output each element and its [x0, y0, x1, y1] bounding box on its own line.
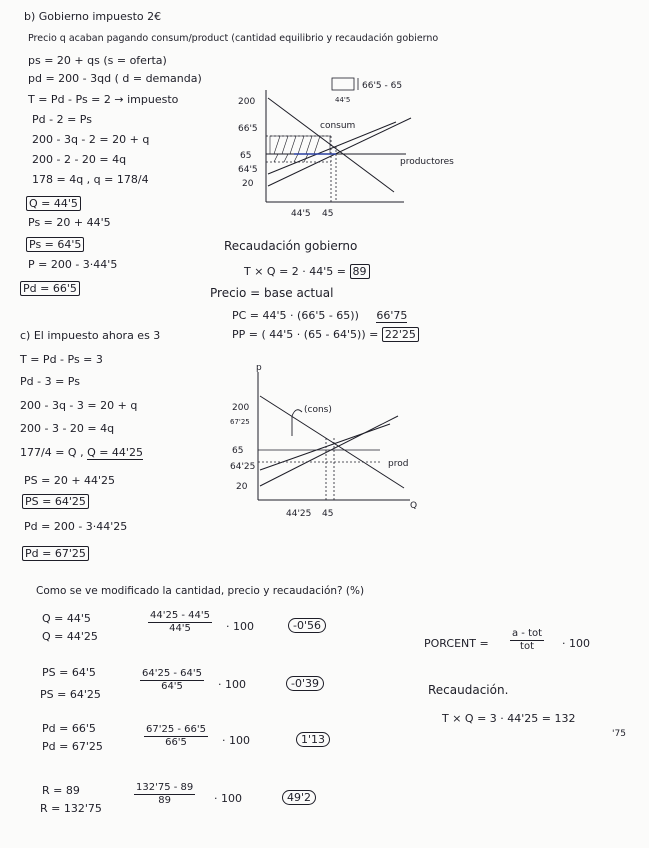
section-b-heading: b) Gobierno impuesto 2€	[24, 10, 162, 23]
d-ps1: PS = 64'5	[42, 666, 96, 679]
g1-y-66-5: 66'5	[238, 124, 258, 134]
g2-x-44-25: 44'25	[286, 509, 312, 519]
g2-x-45: 45	[322, 509, 334, 519]
demand-line-2	[260, 396, 404, 488]
g2-consum: (cons)	[304, 405, 332, 415]
d-ps-result: -0'39	[286, 676, 324, 691]
b-step-4: 178 = 4q , q = 178/4	[32, 173, 149, 186]
g2-y-67-25: 67'25	[230, 418, 250, 426]
supply-line-2	[260, 416, 398, 486]
d-r-fraction-num: 132'75 - 89	[136, 782, 194, 793]
g2-y-65: 65	[232, 446, 244, 456]
d-r-result: 49'2	[282, 790, 316, 805]
d-rec-label: Recaudación.	[428, 683, 509, 697]
rec-line-1-result: 89	[350, 264, 370, 279]
porcent-label: PORCENT =	[424, 637, 489, 650]
section-c-heading: c) El impuesto ahora es 3	[20, 329, 161, 342]
g2-y-20: 20	[236, 482, 248, 492]
d-q-fraction-num: 44'25 - 44'5	[150, 610, 210, 621]
d-q-fraction-den: 44'5	[169, 623, 191, 634]
supply-equation: ps = 20 + qs (s = oferta)	[28, 54, 167, 67]
c-step-1: T = Pd - Ps = 3	[20, 353, 103, 366]
b-step-3: 200 - 2 - 20 = 4q	[32, 153, 127, 166]
g1-product: productores	[400, 157, 454, 167]
g1-y-200: 200	[238, 97, 256, 107]
d-rec-equation: T × Q = 3 · 44'25 = 132	[442, 712, 576, 725]
rec-line-3-result: 66'75	[376, 309, 408, 322]
c-quantity-result: Q = 44'25	[87, 446, 143, 459]
b-step-1: Pd - 2 = Ps	[32, 113, 92, 126]
g1-box-sub: 44'5	[335, 96, 351, 104]
d-r-fraction	[134, 782, 195, 807]
g1-y-64-5: 64'5	[238, 165, 258, 175]
c-supply-price-result: PS = 64'25	[22, 494, 89, 509]
b-demand-price-step: P = 200 - 3·44'5	[28, 258, 118, 271]
d-r-mult: · 100	[214, 792, 242, 805]
d-ps-fraction-den: 64'5	[161, 681, 183, 692]
b-quantity-result: Q = 44'5	[26, 196, 81, 211]
porcent-fraction-den: tot	[520, 641, 535, 652]
rec-line-3-text: PC = 44'5 · (66'5 - 65))	[232, 309, 359, 322]
g1-box-label: 66'5 - 65	[362, 81, 403, 91]
d-pd-fraction-den: 66'5	[165, 737, 187, 748]
c-supply-price-step: PS = 20 + 44'25	[24, 474, 116, 487]
d-q-mult: · 100	[226, 620, 254, 633]
rec-title: Recaudación gobierno	[224, 239, 358, 253]
d-q-fraction	[148, 610, 212, 635]
g2-y-64-25: 64'25	[230, 462, 256, 472]
d-r1: R = 89	[42, 784, 80, 797]
g2-product: prod	[388, 459, 409, 469]
c-step-3: 200 - 3q - 3 = 20 + q	[20, 399, 138, 412]
d-pd-mult: · 100	[222, 734, 250, 747]
d-pd-fraction-num: 67'25 - 66'5	[146, 724, 206, 735]
c-step-2: Pd - 3 = Ps	[20, 375, 80, 388]
g2-x-axis: Q	[410, 501, 418, 511]
d-q-result: -0'56	[288, 618, 326, 633]
d-pd-result: 1'13	[296, 732, 330, 747]
g2-y-axis: p	[256, 363, 262, 373]
b-supply-price-result: Ps = 64'5	[26, 237, 84, 252]
c-step-5-text: 177/4 = Q ,	[20, 446, 88, 459]
graph-tax-2	[236, 74, 454, 224]
demand-equation: pd = 200 - 3qd ( d = demanda)	[28, 72, 202, 85]
rec-line-4-result: 22'25	[382, 327, 419, 342]
g1-consum: consum	[320, 121, 356, 131]
d-q1: Q = 44'5	[42, 612, 91, 625]
tax-equation: T = Pd - Ps = 2 → impuesto	[28, 93, 179, 106]
g1-y-65: 65	[240, 151, 252, 161]
d-pd2: Pd = 67'25	[42, 740, 103, 753]
c-step-4: 200 - 3 - 20 = 4q	[20, 422, 115, 435]
d-pd-fraction	[144, 724, 208, 749]
d-rec-equation-tail: '75	[612, 729, 626, 739]
d-ps2: PS = 64'25	[40, 688, 101, 701]
d-q2: Q = 44'25	[42, 630, 98, 643]
g2-y-200: 200	[232, 403, 250, 413]
c-demand-price-step: Pd = 200 - 3·44'25	[24, 520, 128, 533]
b-demand-price-result: Pd = 66'5	[20, 281, 80, 296]
rec-line-3	[232, 309, 407, 322]
porcent-mult: · 100	[562, 637, 590, 650]
section-d-heading: Como se ve modificado la cantidad, precio y recaudación? (%)	[36, 585, 365, 597]
d-r-fraction-den: 89	[158, 795, 171, 806]
d-ps-mult: · 100	[218, 678, 246, 691]
rec-line-2: Precio = base actual	[210, 286, 334, 300]
d-pd1: Pd = 66'5	[42, 722, 96, 735]
g1-x-44-5: 44'5	[291, 209, 311, 219]
porcent-fraction	[510, 628, 544, 653]
d-ps-fraction-num: 64'25 - 64'5	[142, 668, 202, 679]
rec-line-1	[244, 265, 370, 278]
b-step-2: 200 - 3q - 2 = 20 + q	[32, 133, 150, 146]
section-b-question: Precio q acaban pagando consum/product (cantidad equilibrio y recaudación gobierno	[28, 33, 439, 44]
g1-x-45: 45	[322, 209, 334, 219]
b-supply-price-step: Ps = 20 + 44'5	[28, 216, 111, 229]
rec-line-4	[232, 328, 419, 341]
c-step-5	[20, 446, 143, 459]
rec-line-4-text: PP = ( 44'5 · (65 - 64'5)) =	[232, 328, 382, 341]
supply-tax-line-2	[260, 424, 390, 470]
porcent-fraction-num: a - tot	[512, 628, 543, 639]
c-demand-price-result: Pd = 67'25	[22, 546, 89, 561]
d-ps-fraction	[140, 668, 204, 693]
g1-y-20: 20	[242, 179, 254, 189]
d-r2: R = 132'75	[40, 802, 102, 815]
rec-line-1-text: T × Q = 2 · 44'5 =	[244, 265, 350, 278]
graph-tax-3	[230, 362, 430, 522]
